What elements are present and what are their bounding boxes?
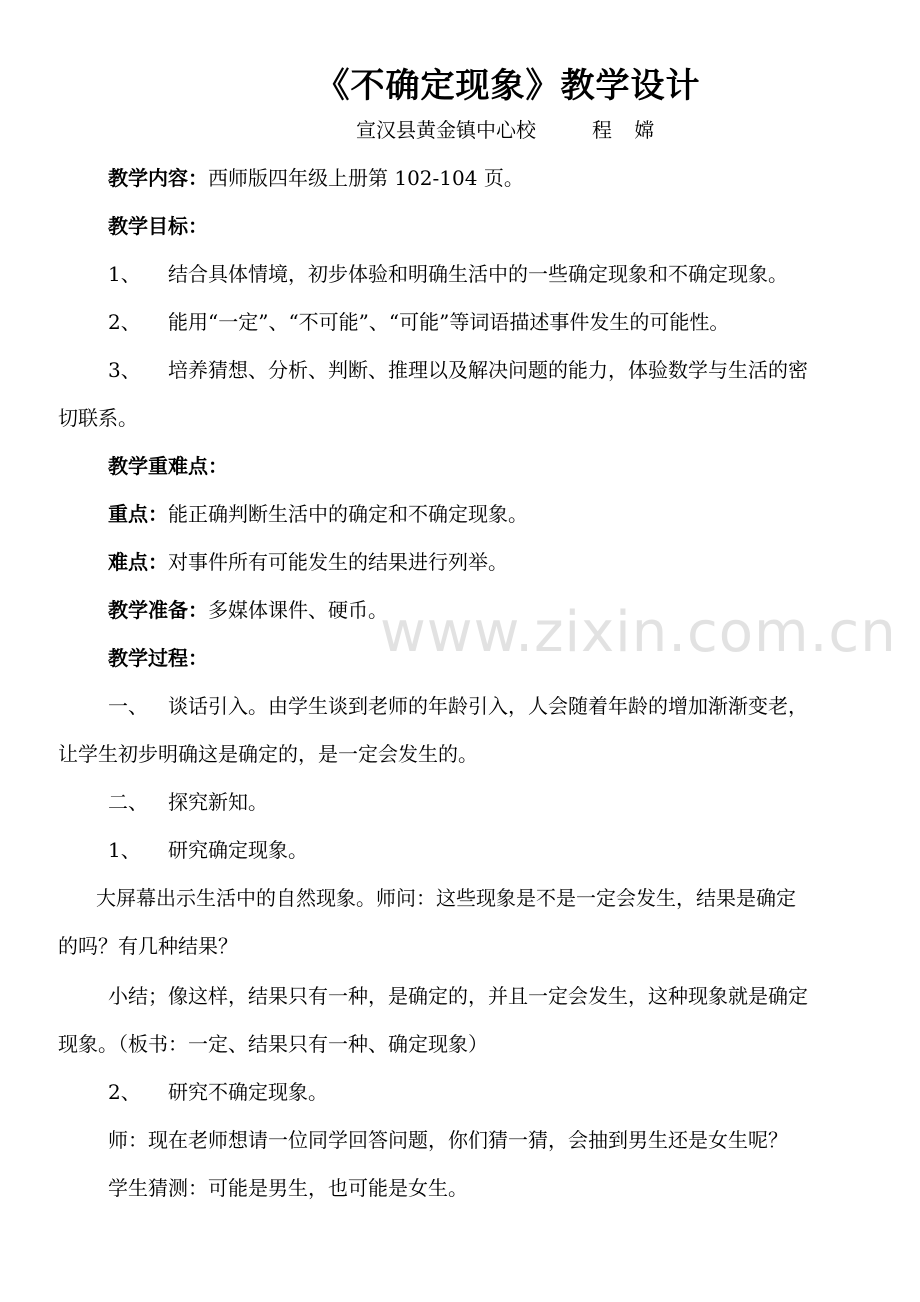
key-point-label: 重点：: [108, 502, 168, 526]
sub-step-number: 1、: [108, 838, 141, 862]
goal-item-3: [108, 356, 808, 384]
paragraph-4: 学生猜测：可能是男生，也可能是女生。: [108, 1176, 468, 1200]
preparation-line: [108, 596, 388, 624]
author-name: 程 嫦: [592, 118, 663, 142]
step-2: [108, 788, 268, 816]
sub-step-number: 2、: [108, 1080, 141, 1104]
goal-text: 能用“一定”、“不可能”、“可能”等词语描述事件发生的可能性。: [168, 310, 730, 334]
goal-number: 3、: [108, 358, 141, 382]
paragraph-1-line-1: 大屏幕出示生活中的自然现象。师问：这些现象是不是一定会发生，结果是确定: [96, 886, 796, 910]
preparation-label: 教学准备：: [108, 598, 208, 622]
sub-step-text: 研究不确定现象。: [168, 1080, 328, 1104]
byline: [356, 114, 662, 143]
key-point-value: 能正确判断生活中的确定和不确定现象。: [168, 502, 528, 526]
document-title: 《不确定现象》教学设计: [315, 66, 701, 106]
preparation-value: 多媒体课件、硬币。: [208, 598, 388, 622]
step-text: 探究新知。: [168, 790, 268, 814]
content-line: [108, 164, 524, 192]
step-1-continuation: 让学生初步明确这是确定的，是一定会发生的。: [58, 742, 478, 766]
content-value: 西师版四年级上册第 102-104 页。: [208, 166, 524, 190]
goal-text: 结合具体情境，初步体验和明确生活中的一些确定现象和不确定现象。: [168, 262, 788, 286]
sub-step-1: [108, 836, 308, 864]
paragraph-2-line-2: 现象。（板书：一定、结果只有一种、确定现象）: [58, 1032, 488, 1056]
difficulty-value: 对事件所有可能发生的结果进行列举。: [168, 550, 508, 574]
content-label: 教学内容：: [108, 166, 208, 190]
paragraph-3: 师：现在老师想请一位同学回答问题，你们猜一猜，会抽到男生还是女生呢？: [108, 1128, 788, 1152]
watermark: www.zixin.com.cn: [380, 600, 897, 665]
goal-number: 1、: [108, 262, 141, 286]
paragraph-2-line-1: 小结；像这样，结果只有一种，是确定的，并且一定会发生，这种现象就是确定: [108, 984, 808, 1008]
process-heading: 教学过程：: [108, 646, 208, 670]
step-1: [108, 692, 808, 720]
goal-item-1: [108, 260, 788, 288]
goals-heading: 教学目标：: [108, 214, 208, 238]
difficulty-label: 难点：: [108, 550, 168, 574]
step-text: 谈话引入。由学生谈到老师的年龄引入，人会随着年龄的增加渐渐变老，: [168, 694, 808, 718]
goal-item-2: [108, 308, 729, 336]
step-number: 一、: [108, 694, 148, 718]
step-number: 二、: [108, 790, 148, 814]
sub-step-text: 研究确定现象。: [168, 838, 308, 862]
goal-text: 培养猜想、分析、判断、推理以及解决问题的能力，体验数学与生活的密: [168, 358, 808, 382]
goal-item-3-continuation: 切联系。: [58, 406, 138, 430]
school-name: 宣汉县黄金镇中心校: [356, 118, 536, 142]
paragraph-1-line-2: 的吗？有几种结果？: [58, 934, 238, 958]
sub-step-2: [108, 1078, 328, 1106]
goal-number: 2、: [108, 310, 141, 334]
key-point-line: [108, 500, 528, 528]
key-points-heading: 教学重难点：: [108, 454, 228, 478]
difficulty-line: [108, 548, 508, 576]
